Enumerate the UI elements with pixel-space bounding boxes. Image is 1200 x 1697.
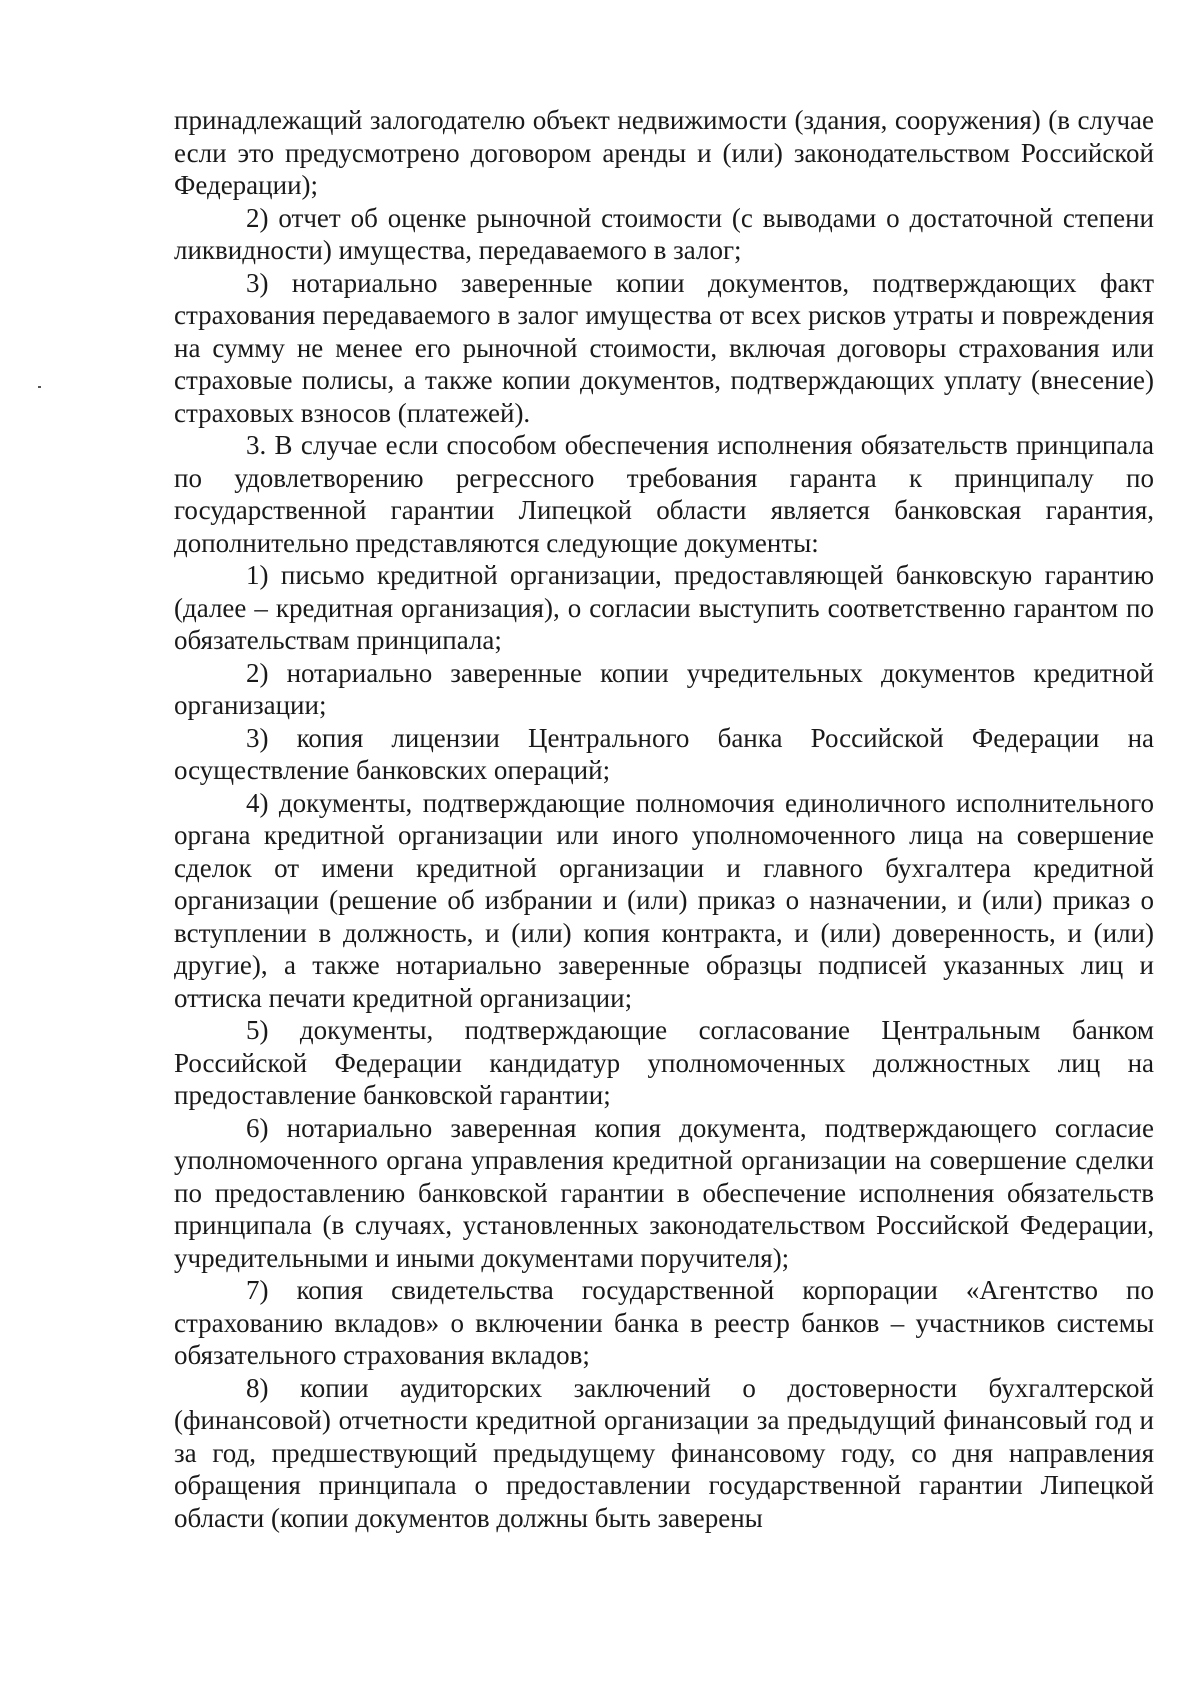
- paragraph-item-1-bank-letter: 1) письмо кредитной организации, предоставляющей банковскую гарантию (далее – кредитная организация), о согласии выступить соответственно гарантом по обязательствам принципала;: [174, 560, 1154, 655]
- scan-speck: [38, 386, 41, 388]
- paragraph-item-8-audit-reports: 8) копии аудиторских заключений о достоверности бухгалтерской (финансовой) отчетности кредитной организации за предыдущий финансовый год и за год, предшествующий предыдущему финансовому году, со дня направления обращения принципала о предоставлении государственной гарантии Липецкой области (копии документов должны быть заверены: [174, 1372, 1154, 1533]
- paragraph-section-3-bank-guarantee: 3. В случае если способом обеспечения исполнения обязательств принципала по удовлетворению регрессного требования гаранта к принципалу по государственной гарантии Липецкой области является банковская гарантия, дополнительно представляются следующие документы:: [174, 430, 1154, 558]
- document-body: [174, 104, 1154, 1534]
- paragraph-item-4-authority-documents: 4) документы, подтверждающие полномочия единоличного исполнительного органа кредитной организации или иного уполномоченного лица на совершение сделок от имени кредитной организации и главного бухгалтера кредитной организации (решение об избрании и (или) приказ о назначении, и (или) приказ о вступлении в должность, и (или) копия контракта, и (или) доверенность, и (или) другие), а также нотариально заверенные образцы подписей указанных лиц и оттиска печати кредитной организации;: [174, 787, 1154, 1013]
- paragraph-item-2-valuation-report: 2) отчет об оценке рыночной стоимости (с выводами о достаточной степени ликвидности) имущества, передаваемого в залог;: [174, 202, 1154, 265]
- paragraph-item-7-deposit-insurance: 7) копия свидетельства государственной корпорации «Агентство по страхованию вкладов» о включении банка в реестр банков – участников системы обязательного страхования вкладов;: [174, 1275, 1154, 1370]
- paragraph-item-3-license-copy: 3) копия лицензии Центрального банка Российской Федерации на осуществление банковских операций;: [174, 722, 1154, 785]
- paragraph-item-6-consent-copy: 6) нотариально заверенная копия документа, подтверждающего согласие уполномоченного органа управления кредитной организации на совершение сделки по предоставлению банковской гарантии в обеспечение исполнения обязательств принципала (в случаях, установленных законодательством Российской Федерации, учредительными и иными документами поручителя);: [174, 1112, 1154, 1273]
- paragraph-item-3-insurance-copies: 3) нотариально заверенные копии документов, подтверждающих факт страхования передаваемого в залог имущества от всех рисков утраты и повреждения на сумму не менее его рыночной стоимости, включая договоры страхования или страховые полисы, а также копии документов, подтверждающих уплату (внесение) страховых взносов (платежей).: [174, 267, 1154, 428]
- paragraph-continuation: принадлежащий залогодателю объект недвижимости (здания, сооружения) (в случае если это предусмотрено договором аренды и (или) законодательством Российской Федерации);: [174, 105, 1154, 200]
- paragraph-item-5-central-bank-approval: 5) документы, подтверждающие согласование Центральным банком Российской Федерации кандидатур уполномоченных должностных лиц на предоставление банковской гарантии;: [174, 1015, 1154, 1110]
- paragraph-item-2-charter-copies: 2) нотариально заверенные копии учредительных документов кредитной организации;: [174, 657, 1154, 720]
